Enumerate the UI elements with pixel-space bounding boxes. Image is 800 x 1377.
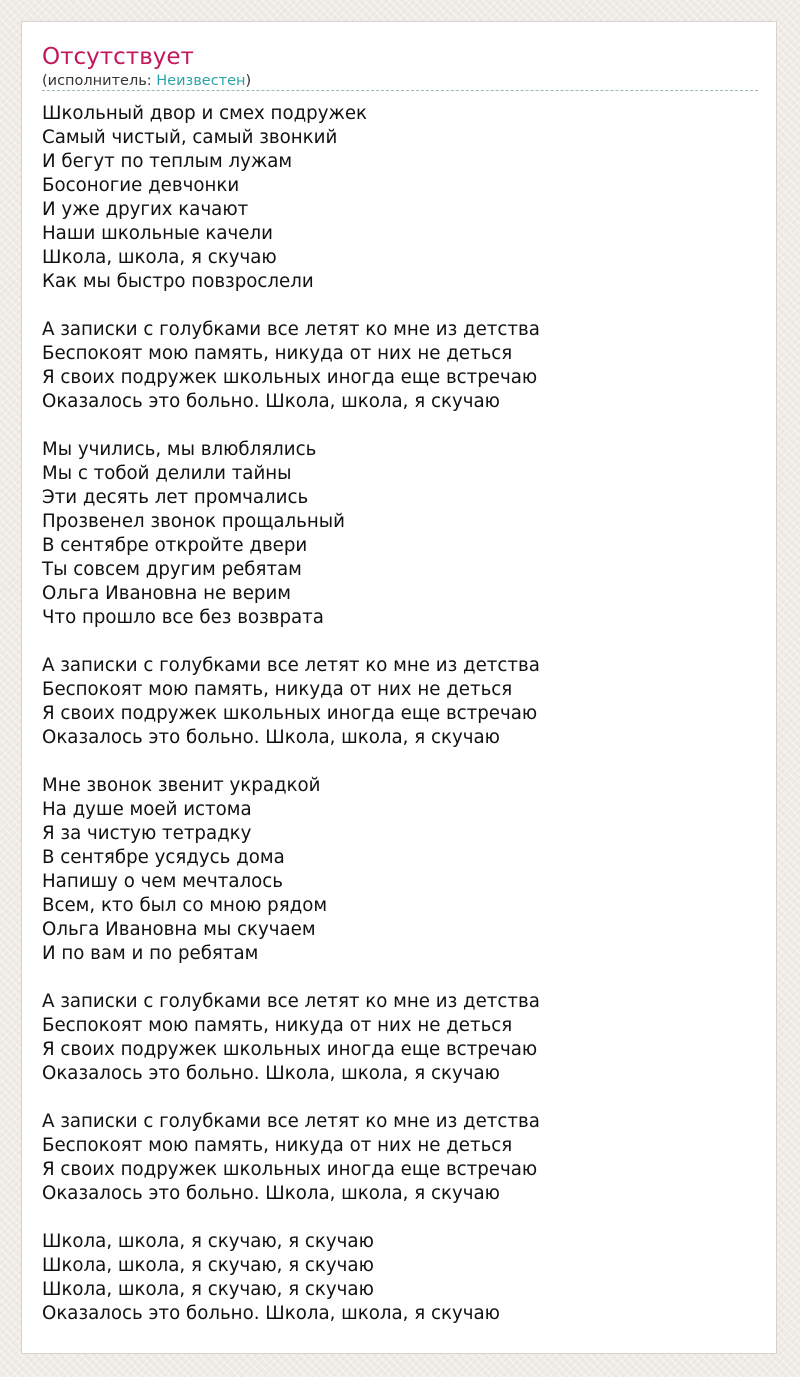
- lyric-line: А записки с голубками все летят ко мне из детства: [42, 991, 540, 1012]
- lyric-line: Беспокоят мою память, никуда от них не деться: [42, 679, 513, 700]
- lyric-line: Школа, школа, я скучаю, я скучаю: [42, 1279, 374, 1300]
- stanza-break: [42, 1086, 758, 1110]
- artist-prefix: (исполнитель:: [42, 73, 157, 89]
- lyric-line: Мы с тобой делили тайны: [42, 463, 292, 484]
- lyric-line: Мне звонок звенит украдкой: [42, 775, 321, 796]
- lyric-line: Ты совсем другим ребятам: [42, 559, 302, 580]
- lyric-line: Как мы быстро повзрослели: [42, 271, 314, 292]
- lyric-line: Всем, кто был со мною рядом: [42, 895, 328, 916]
- lyric-line: Оказалось это больно. Школа, школа, я скучаю: [42, 1183, 500, 1204]
- lyric-line: Беспокоят мою память, никуда от них не деться: [42, 343, 513, 364]
- lyric-line: И по вам и по ребятам: [42, 943, 259, 964]
- stanza-break: [42, 294, 758, 318]
- stanza-break: [42, 966, 758, 990]
- artist-suffix: ): [245, 73, 252, 89]
- artist-link[interactable]: Неизвестен: [156, 73, 246, 89]
- lyrics-body: [42, 102, 758, 1326]
- artist-line: [42, 72, 251, 90]
- lyric-line: В сентябре усядусь дома: [42, 847, 285, 868]
- lyric-line: Босоногие девчонки: [42, 175, 240, 196]
- lyric-line: И уже других качают: [42, 199, 249, 220]
- stanza-break: [42, 414, 758, 438]
- lyric-line: Оказалось это больно. Школа, школа, я скучаю: [42, 727, 500, 748]
- lyric-line: Я своих подружек школьных иногда еще встречаю: [42, 703, 538, 724]
- lyric-line: Я своих подружек школьных иногда еще встречаю: [42, 367, 538, 388]
- lyrics-card: [21, 21, 777, 1354]
- lyric-line: Что прошло все без возврата: [42, 607, 324, 628]
- lyric-line: Я своих подружек школьных иногда еще встречаю: [42, 1159, 538, 1180]
- title-divider: [42, 90, 758, 91]
- lyric-line: Я за чистую тетрадку: [42, 823, 252, 844]
- lyric-line: Школа, школа, я скучаю, я скучаю: [42, 1231, 374, 1252]
- lyric-line: Я своих подружек школьных иногда еще встречаю: [42, 1039, 538, 1060]
- lyric-line: На душе моей истома: [42, 799, 252, 820]
- lyric-line: Ольга Ивановна мы скучаем: [42, 919, 316, 940]
- lyric-line: Ольга Ивановна не верим: [42, 583, 292, 604]
- lyric-line: Беспокоят мою память, никуда от них не деться: [42, 1135, 513, 1156]
- song-title: Отсутствует: [42, 44, 194, 70]
- stanza-break: [42, 750, 758, 774]
- lyric-line: Оказалось это больно. Школа, школа, я скучаю: [42, 391, 500, 412]
- stanza-break: [42, 630, 758, 654]
- lyric-line: А записки с голубками все летят ко мне из детства: [42, 1111, 540, 1132]
- lyric-line: И бегут по теплым лужам: [42, 151, 293, 172]
- lyric-line: Оказалось это больно. Школа, школа, я скучаю: [42, 1063, 500, 1084]
- lyric-line: Напишу о чем мечталось: [42, 871, 283, 892]
- lyric-line: Мы учились, мы влюблялись: [42, 439, 317, 460]
- lyric-line: Оказалось это больно. Школа, школа, я скучаю: [42, 1303, 500, 1324]
- stanza-break: [42, 1206, 758, 1230]
- lyric-line: Наши школьные качели: [42, 223, 273, 244]
- lyric-line: Самый чистый, самый звонкий: [42, 127, 338, 148]
- lyric-line: Эти десять лет промчались: [42, 487, 309, 508]
- lyric-line: А записки с голубками все летят ко мне из детства: [42, 319, 540, 340]
- lyric-line: В сентябре откройте двери: [42, 535, 308, 556]
- lyric-line: Школа, школа, я скучаю, я скучаю: [42, 1255, 374, 1276]
- lyric-line: Прозвенел звонок прощальный: [42, 511, 345, 532]
- lyric-line: Школа, школа, я скучаю: [42, 247, 277, 268]
- lyric-line: А записки с голубками все летят ко мне из детства: [42, 655, 540, 676]
- lyric-line: Школьный двор и смех подружек: [42, 103, 368, 124]
- lyric-line: Беспокоят мою память, никуда от них не деться: [42, 1015, 513, 1036]
